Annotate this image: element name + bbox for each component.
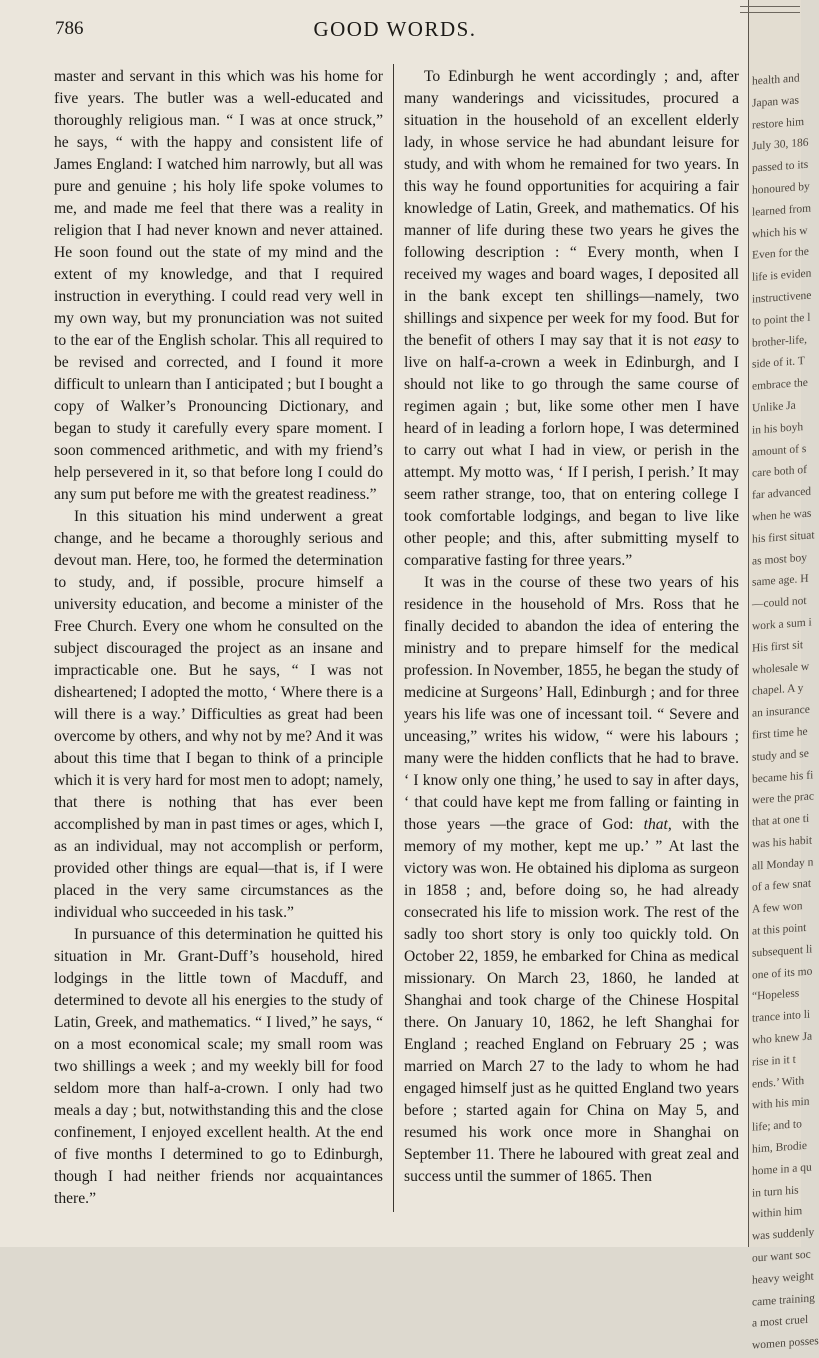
fragment-line: Unlike Ja xyxy=(752,399,796,415)
paragraph: To Edinburgh he went accordingly ; and, after many wanderings and vicissitudes, procured a situation in the household of an excellent elderly lady, in whose service he had abundant leisure for study, and with whom he remained for two years. In this way he found opportunities for acquiring a fair knowledge of Latin, Greek, and mathematics. Of his manner of life during these two years he gives the following description : “ Every month, when I received my wages and board wages, I deposited all in the bank except ten shillings—namely, two shillings and sixpence per week for my food. But for the benefit of others I may say that it is not easy to live on half-a-crown a week in Edinburgh, and I should not like to go through the same course of regimen again ; but, like some other men I have heard of in leading a forlorn hope, I was determined to carry out what I had in view, or perish in the attempt. My motto was, ‘ If I perish, I perish.’ It may seem rather strange, too, that on entering college I took comfortable lodgings, and began to live like other people; and this, after submitting myself to comparative fasting for three years.” xyxy=(404,68,739,569)
edge-rule xyxy=(740,12,800,13)
fragment-line: brother-life, xyxy=(752,333,808,350)
left-column xyxy=(54,66,383,1210)
fragment-line: that at one ti xyxy=(752,812,810,829)
fragment-line: July 30, 186 xyxy=(752,137,809,154)
fragment-line: health and xyxy=(752,72,800,88)
column-divider xyxy=(393,64,394,1212)
fragment-line: as most boy xyxy=(752,551,807,568)
fragment-line: who knew Ja xyxy=(752,1030,813,1047)
fragment-line: were the prac xyxy=(752,790,814,807)
italic-word: that, xyxy=(643,816,672,833)
fragment-line: amount of s xyxy=(752,442,807,459)
fragment-line: when he was xyxy=(752,507,812,524)
fragment-line: trance into li xyxy=(752,1008,811,1025)
fragment-line: passed to its xyxy=(752,158,809,175)
fragment-line: care both of xyxy=(752,464,807,481)
fragment-line: far advanced xyxy=(752,485,812,502)
fragment-line: Japan was xyxy=(752,94,799,110)
fragment-line: A few won xyxy=(752,900,803,916)
fragment-line: to point the l xyxy=(752,311,811,328)
facing-page-edge xyxy=(748,0,819,1352)
fragment-line: His first sit xyxy=(752,638,804,655)
right-column xyxy=(404,66,739,1188)
fragment-line: was suddenly xyxy=(752,1226,815,1243)
fragment-line: instructivene xyxy=(752,289,812,306)
edge-rule xyxy=(740,6,800,7)
fragment-line: Even for the xyxy=(752,246,809,263)
fragment-line: with his min xyxy=(752,1096,810,1113)
fragment-line: a most cruel xyxy=(752,1314,809,1331)
fragment-line: our want soc xyxy=(752,1248,811,1265)
fragment-line: study and se xyxy=(752,747,809,764)
fragment-line: at this point xyxy=(752,921,807,938)
fragment-line: rise in it t xyxy=(752,1053,796,1069)
italic-word: easy xyxy=(693,332,722,349)
fragment-line: him, Brodie xyxy=(752,1139,807,1156)
fragment-line: in turn his xyxy=(752,1184,799,1200)
fragment-line: side of it. T xyxy=(752,355,805,372)
fragment-line: honoured by xyxy=(752,180,810,197)
fragment-line: in his boyh xyxy=(752,420,804,437)
fragment-line: wholesale w xyxy=(752,660,810,677)
running-head: GOOD WORDS. xyxy=(313,17,477,41)
facing-page-fragments xyxy=(752,68,819,1357)
fragment-line: all Monday n xyxy=(752,856,814,873)
fragment-line: —could not xyxy=(752,594,807,611)
fragment-line: same age. H xyxy=(752,573,809,590)
page-header xyxy=(55,18,735,52)
fragment-line: work a sum i xyxy=(752,616,812,633)
fragment-line: home in a qu xyxy=(752,1161,812,1178)
fragment-line: ends.’ With xyxy=(752,1074,805,1091)
fragment-line: subsequent li xyxy=(752,943,813,960)
fragment-line: “Hopeless xyxy=(752,987,800,1004)
paragraph: In pursuance of this determination he quitted his situation in Mr. Grant-Duff’s household, hired lodgings in the little town of Macduff, and determined to devote all his energies to the study of Latin, Greek, and mathematics. “ I lived,” he says, “ on a most economical scale; my small room was two shillings a week ; and my weekly bill for food seldom more than half-a-crown. I only had two meals a day ; but, notwithstanding this and the close confinement, I enjoyed excellent health. At the end of five months I determined to go to Edinburgh, though I had neither friends nor acquaintances there.” xyxy=(54,926,383,1207)
paragraph: master and servant in this which was his home for five years. The butler was a well-educated and thoroughly religious man. “ I was at once struck,” he says, “ with the happy and consistent life of James England: I watched him narrowly, but all was pure and genuine ; his holy life spoke volumes to me, and made me feel that there was a reality in religion that I had never known and never attained. He soon found out the state of my mind and the extent of my knowledge, and that I required instruction in everything. I could read very well in my own way, but my pronunciation was not suited to the ear of the English scholar. This all required to be revised and corrected, and I found it more difficult to unlearn than I anticipated ; but I bought a copy of Walker’s Pronouncing Dictionary, and began to study it carefully every spare moment. I soon commenced arithmetic, and with my friend’s help persevered in it, so that before long I could do any sum put before me with the greatest readiness.” xyxy=(54,68,383,503)
fragment-line: came training xyxy=(752,1291,815,1309)
fragment-line: heavy weight xyxy=(752,1270,814,1287)
fragment-line: women posses xyxy=(752,1335,819,1352)
fragment-line: was his habit xyxy=(752,834,813,851)
fragment-line: learned from xyxy=(752,202,812,219)
fragment-line: which his w xyxy=(752,224,808,241)
fragment-line: an insurance xyxy=(752,703,810,720)
fragment-line: of a few snat xyxy=(752,878,812,895)
fragment-line: first time he xyxy=(752,725,808,742)
fragment-line: his first situat xyxy=(752,529,815,546)
fragment-line: within him xyxy=(752,1205,803,1222)
fragment-line: life; and to xyxy=(752,1118,802,1134)
paragraph: In this situation his mind underwent a great change, and he became a thoroughly serious and devout man. Here, too, he formed the determination to study, and, if possible, procure himself a university education, and become a minister of the Free Church. Every one whom he consulted on the subject discouraged the project as an insane and impracticable one. But he says, “ I was not disheartened; I adopted the motto, ‘ Where there is a will there is a way.’ Difficulties as great had been overcome by others, and why not by me? And it was about this time that I began to think of a principle which it is very hard for most men to adopt; namely, that there is nothing that has ever been accomplished by man in past times or ages, which I, as an individual, may not accomplish or perform, provided other things are equal—that is, if I were placed in the very same circumstances as the individual who succeeded in his task.” xyxy=(54,508,383,921)
fragment-line: restore him xyxy=(752,115,805,132)
fragment-line: chapel. A y xyxy=(752,682,804,698)
paragraph: It was in the course of these two years of his residence in the household of Mrs. Ross that he finally decided to abandon the idea of entering the ministry and to prepare himself for the medical profession. In November, 1855, he began the study of medicine at Surgeons’ Hall, Edinburgh ; and for three years his life was one of incessant toil. “ Severe and unceasing,” writes his widow, “ were his labours ; many were the hidden conflicts that he had to brave. ‘ I know only one thing,’ he used to say in after days, ‘ that could have kept me from falling or fainting in those years —the grace of God: that, with the memory of my mother, kept me up.’ ” At last the victory was won. He obtained his diploma as surgeon in 1858 ; and, before doing so, he had already consecrated his life to mission work. The rest of the sadly too short story is only too quickly told. On October 22, 1859, he embarked for China as medical missionary. On March 23, 1860, he landed at Shanghai and took charge of the Chinese Hospital there. On January 10, 1862, he left Shanghai for England ; reached England on February 25 ; was married on March 27 to the lady to whom he had engaged himself just as he quitted England two years before ; started again for China on May 5, and resumed his work once more in Shanghai on September 11. There he laboured with great zeal and success until the summer of 1865. Then xyxy=(404,574,739,1185)
page-number: 786 xyxy=(55,18,84,39)
fragment-line: became his fi xyxy=(752,768,814,786)
fragment-line: one of its mo xyxy=(752,965,813,982)
fragment-line: embrace the xyxy=(752,376,808,393)
fragment-line: life is eviden xyxy=(752,267,812,284)
